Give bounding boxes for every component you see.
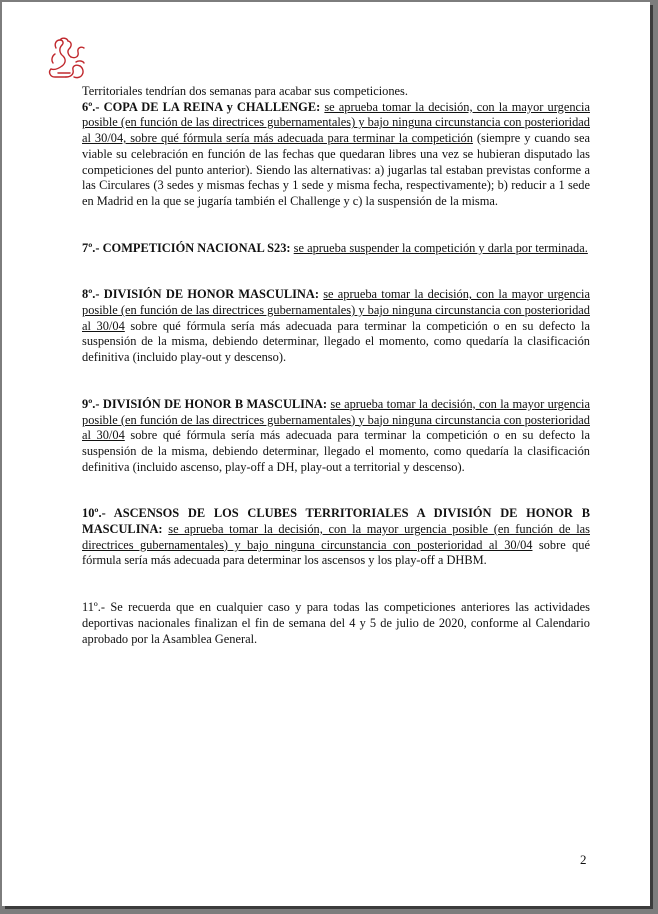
section-9-heading: 9º.- DIVISIÓN DE HONOR B MASCULINA: xyxy=(82,396,328,411)
section-10-body: sobre qué fórmula sería más adecuada para determinar los ascensos y los play-off a DHBM. xyxy=(82,537,590,568)
section-8-resolution: se aprueba tomar la decisión, con la mayor urgencia posible (en función de las directrices gubernamentales) y bajo ninguna circunstancia con posterioridad al 30/04 xyxy=(82,287,590,333)
spacer xyxy=(82,210,590,241)
section-9-resolution: se aprueba tomar la decisión, con la mayor urgencia posible (en función de las directrices gubernamentales) y bajo ninguna circunstancia con posterioridad al 30/04 xyxy=(82,396,590,443)
section-9-paragraph xyxy=(82,397,590,476)
document-body xyxy=(82,84,590,647)
document-page xyxy=(2,2,650,906)
section-6-resolution: se aprueba tomar la decisión, con la mayor urgencia posible (en función de las directrices gubernamentales) y bajo ninguna circunstancia con posterioridad al 30/04, sobre qué fórmula sería más adecuada para terminar la competición xyxy=(82,99,590,146)
section-6-paragraph xyxy=(82,100,590,210)
section-6-body: (siempre y cuando sea viable su celebración en función de las fechas que quedaran libres una vez se hubieran disputado las competiciones del punto anterior). Siendo las alternativas: a) jugarlas tal estaban previstas conforme a las Circulares (3 sedes y mismas fechas y 1 sede y misma fecha, respectivamente); b) reducir a 1 sede en Madrid en la que se jugaría también el Challenge y c) la suspensión de la misma. xyxy=(82,131,590,208)
intro-paragraph: Territoriales tendrían dos semanas para acabar sus competiciones. xyxy=(82,84,408,98)
section-10-heading: 10º.- ASCENSOS DE LOS CLUBES TERRITORIALES A DIVISIÓN DE HONOR B MASCULINA: xyxy=(82,506,590,537)
section-7-paragraph xyxy=(82,241,590,257)
section-10-paragraph xyxy=(82,506,590,569)
section-9-body: sobre qué fórmula sería más adecuada para terminar la competición o en su defecto la suspensión de la misma, debiendo determinar, llegado el momento, como quedaría la clasificación definitiva (incluido ascenso, play-off a DH, play-out a territorial y descenso). xyxy=(82,428,591,474)
spacer xyxy=(82,366,590,397)
section-7-heading: 7º.- COMPETICIÓN NACIONAL S23: xyxy=(82,240,291,255)
section-6-heading: 6º.- COPA DE LA REINA y CHALLENGE: xyxy=(82,99,321,114)
section-8-body: sobre qué fórmula sería más adecuada para terminar la competición o en su defecto la suspensión de la misma, debiendo determinar, llegado el momento, como quedaría la clasificación definitiva (incluido play-out y descenso). xyxy=(82,318,591,365)
section-7-resolution: se aprueba suspender la competición y darla por terminada. xyxy=(293,240,588,255)
section-11-paragraph: 11º.- Se recuerda que en cualquier caso y para todas las competiciones anteriores las actividades deportivas nacionales finalizan el fin de semana del 4 y 5 de julio de 2020, conforme al Calendario aprobado por la Asamblea General. xyxy=(82,600,590,646)
spacer xyxy=(82,475,590,506)
page-number: 2 xyxy=(580,852,587,867)
section-8-paragraph xyxy=(82,287,590,366)
federation-logo-icon xyxy=(46,36,88,80)
spacer xyxy=(82,256,590,287)
spacer xyxy=(82,569,590,600)
section-8-heading: 8º.- DIVISIÓN DE HONOR MASCULINA: xyxy=(82,287,319,302)
section-10-resolution: se aprueba tomar la decisión, con la mayor urgencia posible (en función de las directrices gubernamentales) y bajo ninguna circunstancia con posterioridad al 30/04 xyxy=(82,522,590,552)
